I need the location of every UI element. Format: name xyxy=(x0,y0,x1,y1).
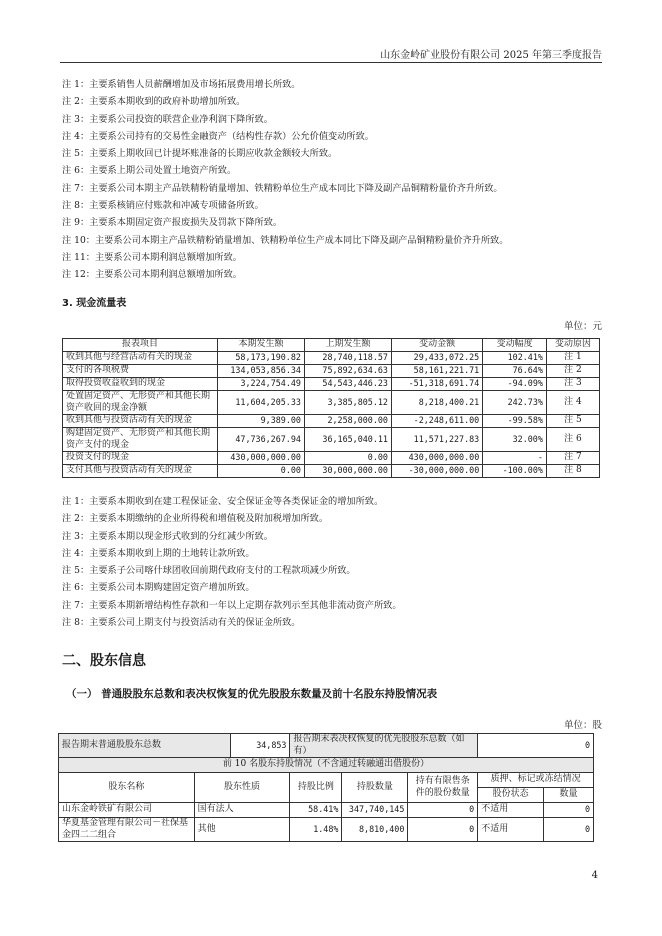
shareholder-qty: 347,740,145 xyxy=(342,803,408,818)
current-cell: 134,053,856.34 xyxy=(217,365,304,378)
current-cell: 9,389.00 xyxy=(217,415,304,428)
shareholder-restricted: 0 xyxy=(408,803,478,818)
column-header: 本期发生额 xyxy=(217,339,304,352)
item-cell: 购建固定资产、无形资产和其他长期资产支付的现金 xyxy=(63,428,218,452)
total-value: 34,853 xyxy=(230,734,290,758)
share-status: 不适用 xyxy=(478,818,544,842)
item-cell: 处置固定资产、无形资产和其他长期资产收回的现金净额 xyxy=(63,391,218,415)
pct-cell: 102.41% xyxy=(483,352,547,365)
note-line: 注 1：主要系销售人员薪酬增加及市场拓展费用增长所致。 xyxy=(62,79,301,90)
note-line: 注 6：主要系公司本期购建固定资产增加所致。 xyxy=(62,582,255,594)
prior-cell: 28,740,118.57 xyxy=(304,352,391,365)
note-line: 注 10：主要系公司本期主产品铁精粉销量增加、铁精粉单位生产成本同比下降及副产品铜精粉量价齐升所致。 xyxy=(62,234,509,246)
reason-cell: 注 7 xyxy=(546,452,599,465)
reason-cell: 注 1 xyxy=(546,352,599,365)
column-header: 股东名称 xyxy=(59,773,195,803)
summary-row xyxy=(59,734,594,758)
prior-cell: 75,892,634.63 xyxy=(304,365,391,378)
prior-cell: 36,165,040.11 xyxy=(304,428,391,452)
pct-cell: -99.58% xyxy=(483,415,547,428)
pref-label: 报告期末表决权恢复的优先股股东总数（如有） xyxy=(290,734,478,758)
column-header: 变动金额 xyxy=(391,339,482,352)
share-count: 0 xyxy=(544,803,594,818)
report-header: 山东金岭矿业股份有限公司 2025 年第三季度报告 xyxy=(380,50,602,61)
current-cell: 11,604,205.33 xyxy=(217,391,304,415)
table-row xyxy=(59,803,594,818)
shareholder-ratio: 58.41% xyxy=(290,803,342,818)
cashflow-unit: 单位：元 xyxy=(563,321,602,332)
table-row xyxy=(59,818,594,842)
header-divider xyxy=(60,62,602,63)
reason-cell: 注 4 xyxy=(546,391,599,415)
share-status: 不适用 xyxy=(478,803,544,818)
income-notes xyxy=(62,76,602,284)
note-line: 注 3：主要系公司投资的联营企业净利润下降所致。 xyxy=(62,113,273,125)
shareholder-qty: 8,810,400 xyxy=(342,818,408,842)
reason-cell: 注 2 xyxy=(546,365,599,378)
change-cell: 8,218,400.21 xyxy=(391,391,482,415)
current-cell: 58,173,190.82 xyxy=(217,352,304,365)
cashflow-title: 3. 现金流量表 xyxy=(62,298,127,309)
shareholder-ratio: 1.48% xyxy=(290,818,342,842)
prior-cell: 30,000,000.00 xyxy=(304,465,391,478)
shareholder-restricted: 0 xyxy=(408,818,478,842)
pct-cell: -100.00% xyxy=(483,465,547,478)
item-cell: 收到其他与投资活动有关的现金 xyxy=(63,415,218,428)
note-line: 注 2：主要系本期收到的政府补助增加所致。 xyxy=(62,96,246,108)
table-row xyxy=(63,352,600,365)
table-row xyxy=(63,391,600,415)
prior-cell: 54,543,446.23 xyxy=(304,378,391,391)
item-cell: 支付其他与投资活动有关的现金 xyxy=(63,465,218,478)
pct-cell: -94.09% xyxy=(483,378,547,391)
page-number: 4 xyxy=(591,870,598,881)
current-cell: 3,224,754.49 xyxy=(217,378,304,391)
column-header: 报表项目 xyxy=(63,339,218,352)
change-cell: -30,000,000.00 xyxy=(391,465,482,478)
note-line: 注 12：主要系公司本期利润总额增加所致。 xyxy=(62,269,242,281)
table-row xyxy=(63,452,600,465)
section-title: 二、股东信息 xyxy=(62,653,146,669)
change-cell: 29,433,072.25 xyxy=(391,352,482,365)
note-line: 注 7：主要系本期新增结构性存款和一年以上定期存款列示至其他非流动资产所致。 xyxy=(62,599,402,611)
change-cell: 430,000,000.00 xyxy=(391,452,482,465)
shareholder-table xyxy=(58,733,594,842)
shareholder-unit: 单位：股 xyxy=(563,720,602,731)
pct-cell: 242.73% xyxy=(483,391,547,415)
column-header: 数量 xyxy=(544,788,594,803)
column-header: 质押、标记或冻结情况 xyxy=(478,773,594,788)
current-cell: 47,736,267.94 xyxy=(217,428,304,452)
section-subtitle: （一） 普通股股东总数和表决权恢复的优先股股东数量及前十名股东持股情况表 xyxy=(66,688,438,700)
change-cell: 58,161,221.71 xyxy=(391,365,482,378)
prior-cell: 2,258,000.00 xyxy=(304,415,391,428)
table-row xyxy=(63,428,600,452)
prior-cell: 0.00 xyxy=(304,452,391,465)
current-cell: 430,000,000.00 xyxy=(217,452,304,465)
shareholder-name: 华夏基金管理有限公司－社保基金四二二组合 xyxy=(59,818,195,842)
pref-value: 0 xyxy=(478,734,594,758)
reason-cell: 注 6 xyxy=(546,428,599,452)
table-header-row xyxy=(63,339,600,352)
reason-cell: 注 8 xyxy=(546,465,599,478)
table-row xyxy=(63,415,600,428)
cashflow-table xyxy=(62,338,600,478)
reason-cell: 注 5 xyxy=(546,415,599,428)
total-label: 报告期末普通股股东总数 xyxy=(59,734,231,758)
column-header: 持有有限售条件的股份数量 xyxy=(408,773,478,803)
item-cell: 收到其他与经营活动有关的现金 xyxy=(63,352,218,365)
column-header: 变动原因 xyxy=(546,339,599,352)
pct-cell: 76.64% xyxy=(483,365,547,378)
note-line: 注 8：主要系公司上期支付与投资活动有关的保证金所致。 xyxy=(62,617,301,629)
note-line: 注 1：主要系本期收到在建工程保证金、安全保证金等各类保证金的增加所致。 xyxy=(62,496,384,507)
note-line: 注 5：主要系上期收回已计提坏账准备的长期应收款金额较大所致。 xyxy=(62,148,338,160)
column-header: 股份状态 xyxy=(478,788,544,803)
note-line: 注 5：主要系子公司喀什球团收回前期代政府支付的工程款项减少所致。 xyxy=(62,565,356,577)
reason-cell: 注 3 xyxy=(546,378,599,391)
note-line: 注 2：主要系本期缴纳的企业所得税和增值税及附加税增加所致。 xyxy=(62,513,329,525)
table-row xyxy=(63,465,600,478)
item-cell: 取得投资收益收到的现金 xyxy=(63,378,218,391)
note-line: 注 6：主要系上期公司处置土地资产所致。 xyxy=(62,165,237,177)
note-line: 注 3：主要系本期以现金形式收到的分红减少所致。 xyxy=(62,530,273,542)
table-row xyxy=(63,365,600,378)
shareholder-nature: 国有法人 xyxy=(194,803,290,818)
top10-label: 前 10 名股东持股情况（不含通过转融通出借股份） xyxy=(59,758,594,773)
shareholder-name: 山东金岭铁矿有限公司 xyxy=(59,803,195,818)
note-line: 注 11：主要系公司本期利润总额增加所致。 xyxy=(62,251,242,263)
column-header: 变动幅度 xyxy=(483,339,547,352)
column-header: 上期发生额 xyxy=(304,339,391,352)
note-line: 注 4：主要系本期收到上期的土地转让款所致。 xyxy=(62,547,255,559)
current-cell: 0.00 xyxy=(217,465,304,478)
note-line: 注 9：主要系本期固定资产报废损失及罚款下降所致。 xyxy=(62,217,283,229)
note-line: 注 8：主要系核销应付账款和冲减专项储备所致。 xyxy=(62,200,264,212)
change-cell: -51,318,691.74 xyxy=(391,378,482,391)
table-row xyxy=(63,378,600,391)
column-header-row xyxy=(59,773,594,788)
note-line: 注 4：主要系公司持有的交易性金融资产（结构性存款）公允价值变动所致。 xyxy=(62,130,374,142)
change-cell: 11,571,227.83 xyxy=(391,428,482,452)
share-count: 0 xyxy=(544,818,594,842)
shareholder-nature: 其他 xyxy=(194,818,290,842)
note-line: 注 7：主要系公司本期主产品铁精粉销量增加、铁精粉单位生产成本同比下降及副产品铜精粉量价齐升所致。 xyxy=(62,182,503,194)
column-header: 持股数量 xyxy=(342,773,408,803)
cashflow-notes xyxy=(62,493,602,631)
pct-cell: - xyxy=(483,452,547,465)
top10-header-row xyxy=(59,758,594,773)
prior-cell: 3,385,805.12 xyxy=(304,391,391,415)
item-cell: 支付的各项税费 xyxy=(63,365,218,378)
item-cell: 投资支付的现金 xyxy=(63,452,218,465)
pct-cell: 32.00% xyxy=(483,428,547,452)
column-header: 股东性质 xyxy=(194,773,290,803)
column-header: 持股比例 xyxy=(290,773,342,803)
change-cell: -2,248,611.00 xyxy=(391,415,482,428)
